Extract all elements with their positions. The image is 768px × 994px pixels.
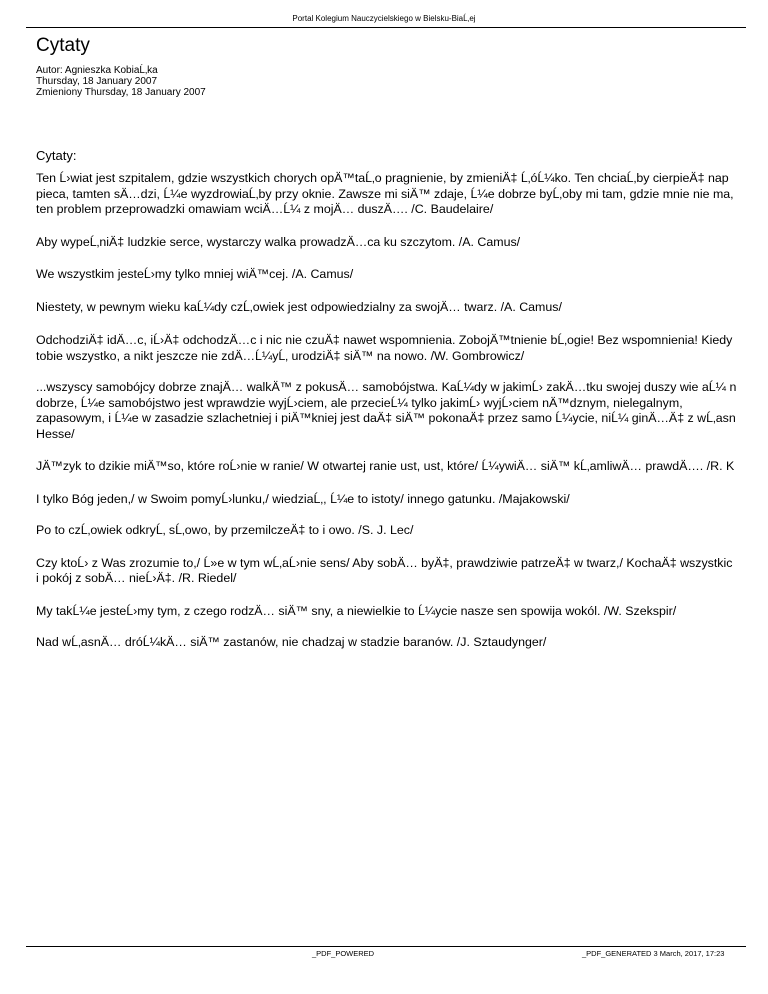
quote-line: zapasowym, i Ĺ¼e w zasadzie szlachetniej i piÄ™kniej jest daÄ‡ siÄ™ pokonaÄ‡ przez samo Ĺ¼ycie, niĹ¼ ginÄ…Ä‡ z wĹ‚asn xyxy=(36,411,736,425)
quote-paragraph xyxy=(36,556,768,587)
quote-line: Ten Ĺ›wiat jest szpitalem, gdzie wszystkich chorych opÄ™taĹ‚o pragnienie, by zmieniÄ‡ Ĺ‚óĹ¼ko. Ten chciaĹ‚by cierpieÄ‡ nap xyxy=(36,171,729,185)
quote-paragraph xyxy=(36,523,768,539)
quote-line: Nad wĹ‚asnÄ… dróĹ¼kÄ… siÄ™ zastanów, nie chadzaj w stadzie baranów. /J. Sztaudynger/ xyxy=(36,635,547,649)
quote-paragraph xyxy=(36,604,768,620)
footer-divider xyxy=(26,946,746,947)
quote-line: Hesse/ xyxy=(36,426,75,441)
quote-line: OdchodziÄ‡ idÄ…c, iĹ›Ä‡ odchodzÄ…c i nic nie czuÄ‡ nawet wspomnienia. ZobojÄ™tnienie bĹ‚ogie! Bez wspomnienia! Kiedy xyxy=(36,333,733,347)
quote-line: JÄ™zyk to dzikie miÄ™so, które roĹ›nie w ranie/ W otwartej ranie ust, ust, które/ Ĺ¼ywiÄ… siÄ™ kĹ‚amliwÄ… prawdÄ…. /R. K xyxy=(36,459,735,473)
quote-line: ...wszyscy samobójcy dobrze znajÄ… walkÄ™ z pokusÄ… samobójstwa. KaĹ¼dy w jakimĹ› zakÄ…tku swojej duszy wie aĹ¼ n xyxy=(36,380,737,394)
quote-line: i pokój z sobÄ… nieĹ›Ä‡. /R. Riedel/ xyxy=(36,571,237,585)
quote-line: Po to czĹ‚owiek odkryĹ‚ sĹ‚owo, by przemilczeÄ‡ to i owo. /S. J. Lec/ xyxy=(36,523,414,537)
quote-line: My takĹ¼e jesteĹ›my tym, z czego rodzÄ… siÄ™ sny, a niewielkie to Ĺ¼ycie nasze sen spowija wokól. /W. Szekspir/ xyxy=(36,603,677,618)
footer-powered: _PDF_POWERED xyxy=(312,949,375,958)
quote-paragraph xyxy=(36,300,768,316)
quote-paragraph xyxy=(36,171,768,218)
running-header: Portal Kolegium Nauczycielskiego w Bielsku-BiaĹ‚ej xyxy=(292,14,476,23)
quote-line: We wszystkim jesteĹ›my tylko mniej wiÄ™cej. /A. Camus/ xyxy=(36,267,354,281)
quote-line: Aby wypeĹ‚niÄ‡ ludzkie serce, wystarczy walka prowadzÄ…ca ku szczytom. /A. Camus/ xyxy=(36,234,521,249)
document-meta xyxy=(36,65,206,98)
modified-date: Zmieniony Thursday, 18 January 2007 xyxy=(36,87,206,98)
quote-list xyxy=(36,171,768,651)
section-heading: Cytaty: xyxy=(36,148,77,163)
quote-paragraph xyxy=(36,235,768,251)
quote-paragraph xyxy=(36,380,768,442)
quote-paragraph xyxy=(36,635,768,651)
quote-line: dobrze, Ĺ¼e samobójstwo jest wprawdzie wyjĹ›ciem, ale przecieĹ¼ tylko jakimĹ› wyjĹ›ciem nÄ™dznym, nielegalnym, xyxy=(36,395,683,410)
quote-line: I tylko Bóg jeden,/ w Swoim pomyĹ›lunku,/ wiedziaĹ‚, Ĺ¼e to istoty/ innego gatunku. /Majakowski/ xyxy=(36,491,570,506)
quote-line: ten problem przeprowadzki omawiam wciÄ…Ĺ¼ z mojÄ… duszÄ…. /C. Baudelaire/ xyxy=(36,202,494,216)
quote-line: Czy ktoĹ› z Was zrozumie to,/ Ĺ»e w tym wĹ‚aĹ›nie sens/ Aby sobÄ… byÄ‡, prawdziwie patrzeÄ‡ w twarz,/ KochaÄ‡ wszystkic xyxy=(36,555,733,570)
quote-line: pieca, tamten sÄ…dzi, Ĺ¼e wyzdrowiaĹ‚by przy oknie. Zawsze mi siÄ™ zdaje, Ĺ¼e dobrze byĹ‚oby mi tam, gdzie mnie nie ma, xyxy=(36,186,734,201)
quote-paragraph xyxy=(36,492,768,508)
footer-generated: _PDF_GENERATED 3 March, 2017, 17:23 xyxy=(582,949,725,958)
quote-paragraph xyxy=(36,333,768,364)
quote-line: tobie wszystko, a nikt jeszcze nie zdÄ…Ĺ¼yĹ‚ urodziÄ‡ siÄ™ na nowo. /W. Gombrowicz/ xyxy=(36,348,525,363)
page-title: Cytaty xyxy=(36,35,90,56)
created-date: Thursday, 18 January 2007 xyxy=(36,76,158,87)
author-line: Autor: Agnieszka KobiaĹ‚ka xyxy=(36,65,158,76)
header-divider xyxy=(26,27,746,28)
quote-paragraph xyxy=(36,459,768,475)
quote-line: Niestety, w pewnym wieku kaĹ¼dy czĹ‚owiek jest odpowiedzialny za swojÄ… twarz. /A. Camus/ xyxy=(36,299,562,314)
quote-paragraph xyxy=(36,267,768,283)
